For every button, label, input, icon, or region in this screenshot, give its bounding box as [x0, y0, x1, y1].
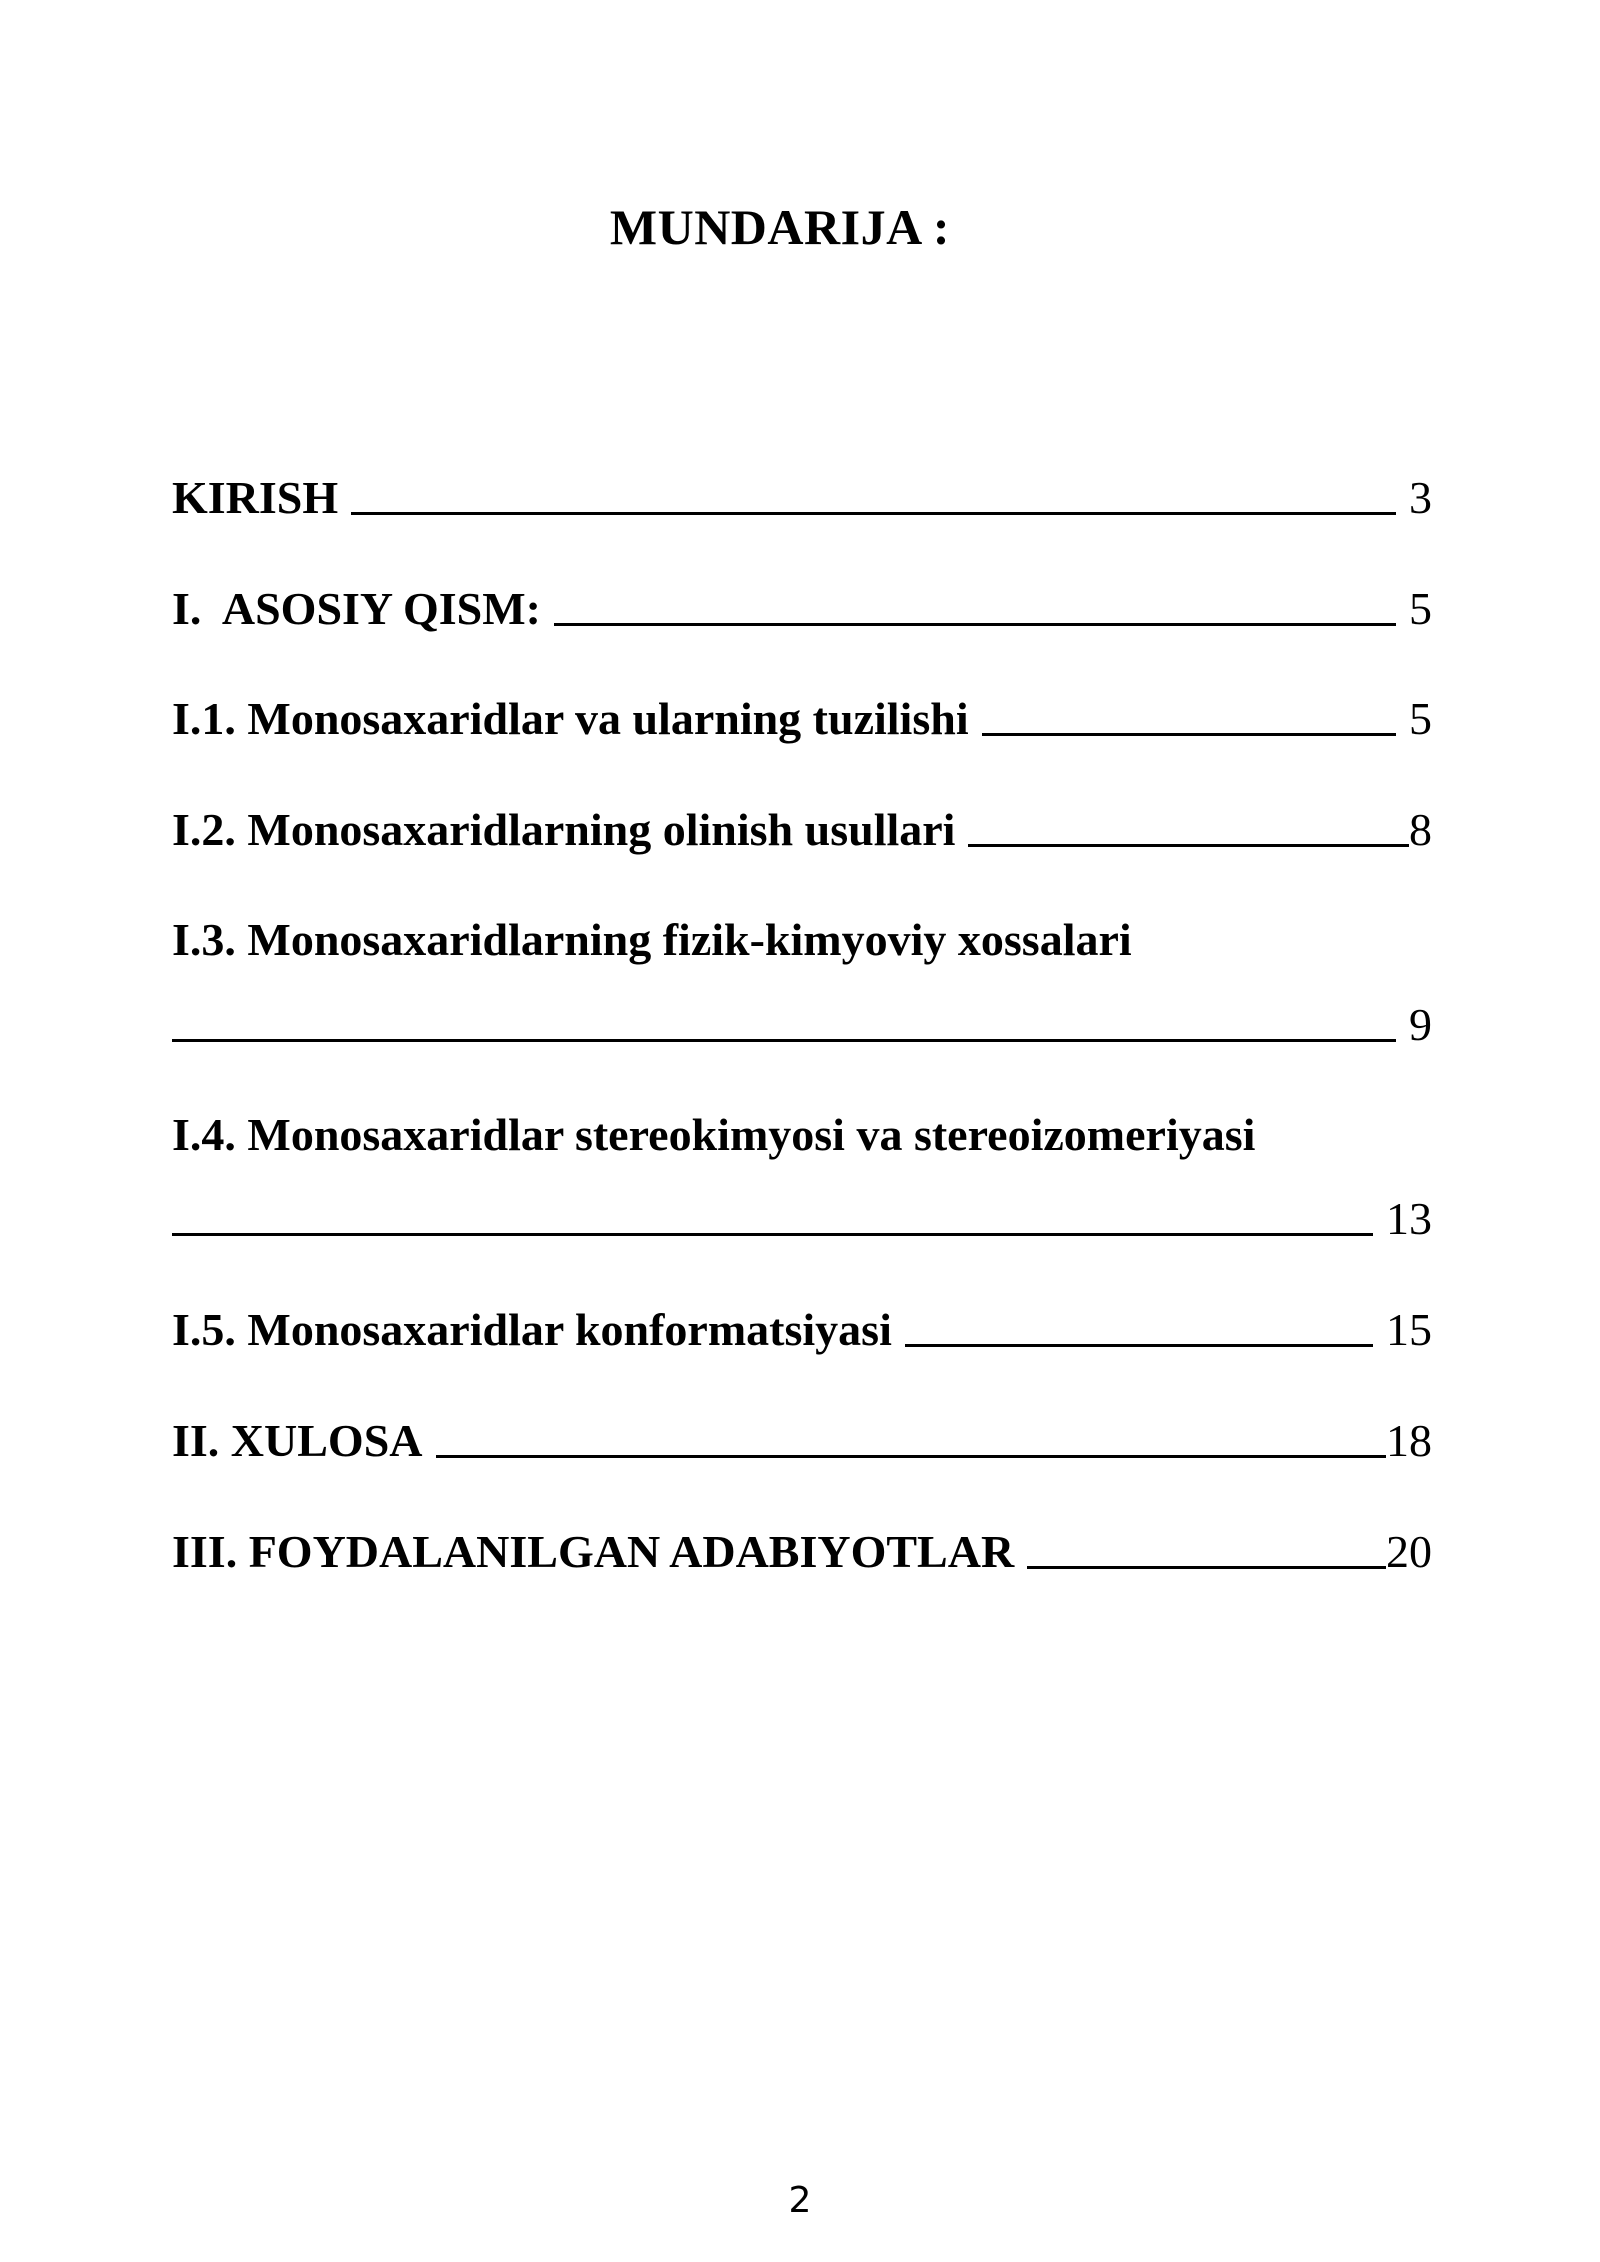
toc-entry-i2	[172, 792, 1432, 856]
toc-leader-line	[351, 512, 1396, 515]
toc-entry-i3	[172, 902, 1432, 966]
toc-page-number: 9	[1409, 999, 1432, 1050]
toc-leader-line	[982, 733, 1396, 736]
toc-entry-i4	[172, 1097, 1432, 1161]
toc-leader-line	[554, 623, 1396, 626]
toc-entry-label: I.3. Monosaxaridlarning fizik-kimyoviy xossalari	[172, 914, 1132, 965]
toc-entry-xulosa	[172, 1403, 1432, 1467]
toc-entry-i5	[172, 1292, 1432, 1356]
toc-page-number: 5	[1409, 583, 1432, 634]
page-number: 2	[788, 2180, 812, 2221]
toc-entry-i4-continuation	[172, 1181, 1432, 1245]
toc-entry-kirish	[172, 460, 1432, 524]
toc-leader-line	[172, 1039, 1396, 1042]
toc-entry-label: III. FOYDALANILGAN ADABIYOTLAR	[172, 1526, 1015, 1577]
toc-entry-label: I. ASOSIY QISM:	[172, 583, 541, 634]
toc-leader-line	[968, 844, 1409, 847]
toc-page-number: 20	[1386, 1526, 1432, 1577]
toc-entry-adabiyotlar	[172, 1514, 1432, 1578]
toc-page-number: 5	[1409, 693, 1432, 744]
toc-leader-line	[905, 1344, 1373, 1347]
toc-entry-i1	[172, 681, 1432, 745]
toc-page-number: 3	[1409, 472, 1432, 523]
toc-entry-label: KIRISH	[172, 472, 339, 523]
toc-entry-label: I.4. Monosaxaridlar stereokimyosi va stereoizomeriyasi	[172, 1109, 1256, 1160]
page-title: MUNDARIJA :	[609, 199, 951, 255]
toc-page-number: 15	[1386, 1304, 1432, 1355]
toc-entry-label: I.2. Monosaxaridlarning olinish usullari	[172, 804, 956, 855]
toc-entry-i3-continuation	[172, 987, 1432, 1051]
toc-entry-label: I.5. Monosaxaridlar konformatsiyasi	[172, 1304, 892, 1355]
toc-page-number: 13	[1386, 1193, 1432, 1244]
toc-entry-label: I.1. Monosaxaridlar va ularning tuzilishi	[172, 693, 969, 744]
toc-leader-line	[436, 1455, 1386, 1458]
toc-page-number: 8	[1409, 804, 1432, 855]
toc-entry-asosiy-qism	[172, 571, 1432, 635]
toc-leader-line	[1027, 1566, 1386, 1569]
toc-leader-line	[172, 1233, 1373, 1236]
toc-page-number: 18	[1386, 1415, 1432, 1466]
toc-entry-label: II. XULOSA	[172, 1415, 423, 1466]
